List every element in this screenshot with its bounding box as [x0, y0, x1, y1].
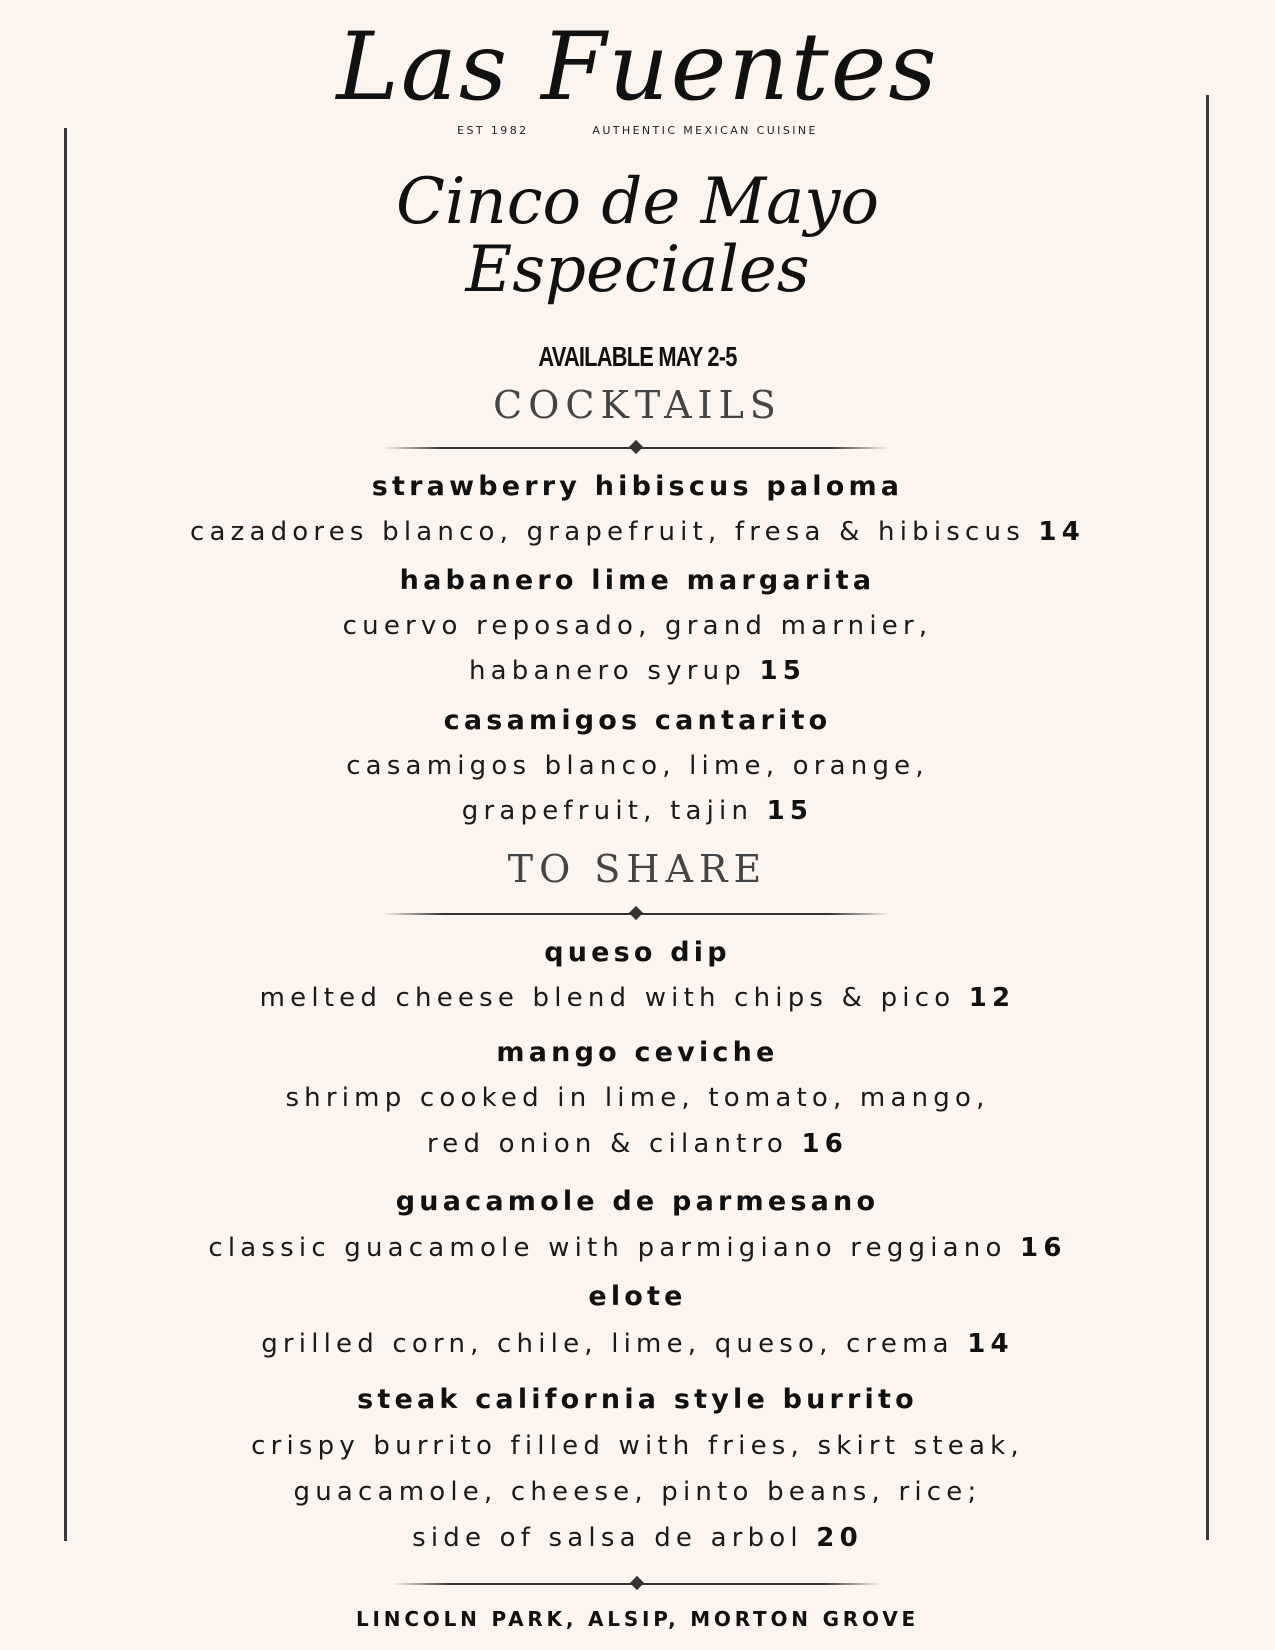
menu-item-name: casamigos cantarito	[443, 705, 832, 736]
menu-item-description: melted cheese blend with chips & pico 12	[259, 983, 1016, 1013]
menu-item-price: 16	[801, 1129, 849, 1159]
logo-subline	[0, 124, 1275, 137]
menu-item-name: mango ceviche	[496, 1037, 779, 1068]
availability-dates: AVAILABLE MAY 2-5	[538, 341, 737, 372]
locations-footer: LINCOLN PARK, ALSIP, MORTON GROVE	[356, 1607, 919, 1631]
menu-item-description: grilled corn, chile, lime, queso, crema 14	[261, 1329, 1014, 1359]
menu-item-price: 16	[1020, 1233, 1067, 1263]
menu-item-description: cazadores blanco, grapefruit, fresa & hibiscus 14	[189, 517, 1085, 547]
menu-item-description: shrimp cooked in lime, tomato, mango,	[285, 1083, 990, 1113]
divider-diamond-icon	[629, 440, 643, 454]
menu-item-name: queso dip	[544, 937, 731, 968]
logo-established: EST 1982	[457, 124, 529, 137]
menu-item-name: elote	[588, 1281, 687, 1312]
menu-item-description: habanero syrup 15	[468, 656, 807, 686]
footer-divider	[393, 1577, 881, 1591]
section-heading-to-share: TO SHARE	[507, 847, 768, 891]
menu-item-description: grapefruit, tajin 15	[461, 796, 814, 826]
menu-item-description: crispy burrito filled with fries, skirt steak,	[251, 1431, 1024, 1461]
menu-item-description: red onion & cilantro 16	[426, 1129, 849, 1159]
logo-tagline: AUTHENTIC MEXICAN CUISINE	[592, 124, 818, 137]
menu-item-price: 15	[766, 796, 814, 826]
menu-item-description: classic guacamole with parmigiano reggiano 16	[208, 1233, 1067, 1263]
menu-title-line-2: Especiales	[465, 233, 810, 307]
menu-item-description: guacamole, cheese, pinto beans, rice;	[293, 1477, 982, 1507]
menu-item-name: steak california style burrito	[357, 1384, 918, 1415]
section-divider	[383, 441, 889, 455]
menu-item-price: 14	[967, 1329, 1014, 1359]
divider-diamond-icon	[630, 1576, 644, 1590]
menu-item-price: 12	[968, 983, 1016, 1013]
menu-item-description: casamigos blanco, lime, orange,	[346, 751, 929, 781]
menu-item-price: 14	[1038, 517, 1085, 547]
menu-item-price: 20	[816, 1523, 863, 1553]
menu-item-price: 15	[759, 656, 807, 686]
menu-title-line-1: Cinco de Mayo	[396, 165, 879, 239]
menu-item-name: guacamole de parmesano	[395, 1186, 880, 1217]
menu-item-name: habanero lime margarita	[399, 565, 876, 596]
section-divider	[383, 907, 889, 921]
menu-item-description: side of salsa de arbol 20	[412, 1523, 863, 1553]
menu-item-description: cuervo reposado, grand marnier,	[342, 611, 933, 641]
restaurant-logo: Las Fuentes	[336, 13, 939, 122]
menu-item-name: strawberry hibiscus paloma	[371, 471, 904, 502]
section-heading-cocktails: COCKTAILS	[493, 383, 782, 427]
divider-diamond-icon	[629, 906, 643, 920]
